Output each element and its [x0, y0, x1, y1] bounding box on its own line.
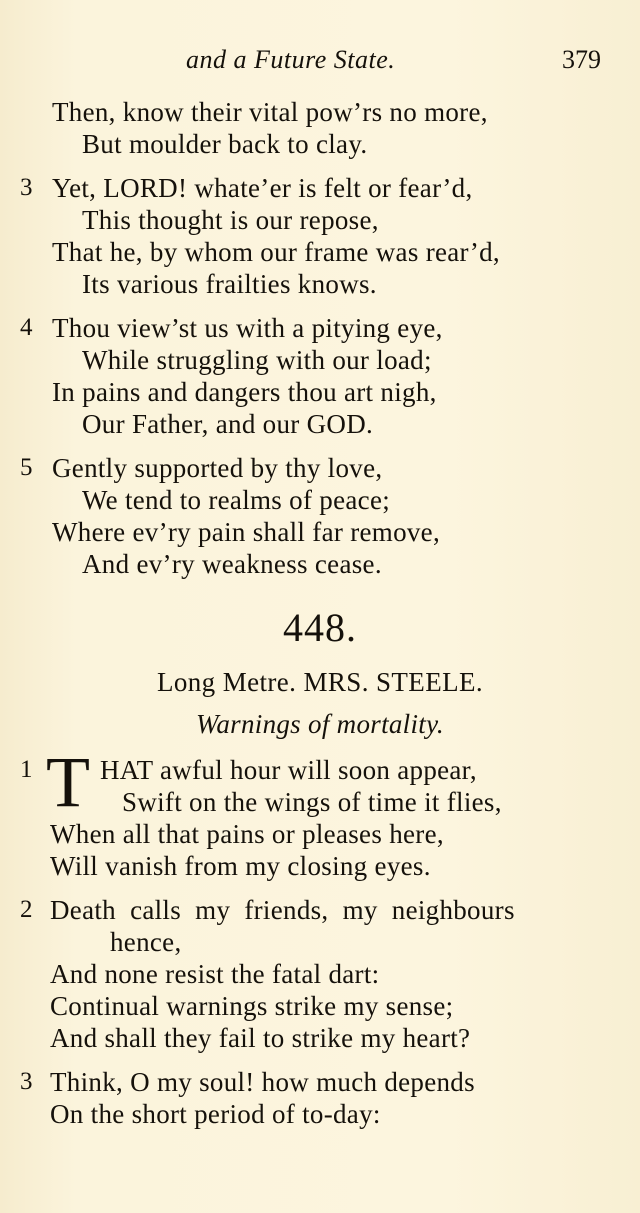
verse-line: hence,: [110, 927, 182, 957]
verse-line: Death calls my friends, my neighbours: [50, 895, 515, 925]
hymn-meter: Long Metre. MRS. STEELE.: [156, 667, 484, 697]
stanza-number: 2: [20, 896, 33, 923]
drop-cap: T: [46, 742, 90, 822]
verse-line: Yet, LORD! whate’er is felt or fear’d,: [52, 173, 473, 203]
verse-line: While struggling with our load;: [82, 345, 432, 375]
verse-line: Where ev’ry pain shall far remove,: [52, 517, 441, 547]
running-title: and a Future State.: [186, 45, 396, 74]
verse-line: That he, by whom our frame was rear’d,: [52, 237, 500, 267]
stanza-number: 1: [20, 756, 33, 783]
hymn-subject: Warnings of mortality.: [196, 709, 444, 739]
verse-line: In pains and dangers thou art nigh,: [52, 377, 437, 407]
verse-line: Continual warnings strike my sense;: [50, 991, 454, 1021]
hymn-number: 448.: [283, 605, 357, 650]
page-number: 379: [562, 45, 601, 74]
verse-line: And none resist the fatal dart:: [50, 959, 380, 989]
verse-line: This thought is our repose,: [82, 205, 379, 235]
verse-line: Thou view’st us with a pitying eye,: [52, 313, 443, 343]
verse-line: HAT awful hour will soon appear,: [100, 755, 477, 785]
verse-line: Swift on the wings of time it flies,: [122, 787, 502, 817]
verse-line: And shall they fail to strike my heart?: [50, 1023, 471, 1053]
verse-line: On the short period of to-day:: [50, 1099, 381, 1129]
stanza-number: 4: [20, 314, 33, 341]
verse-line: Think, O my soul! how much depends: [50, 1067, 475, 1097]
verse-line: Our Father, and our GOD.: [82, 409, 374, 439]
verse-line: When all that pains or pleases here,: [50, 819, 444, 849]
verse-line: And ev’ry weakness cease.: [82, 549, 382, 579]
verse-line: Then, know their vital pow’rs no more,: [52, 97, 488, 127]
verse-line: But moulder back to clay.: [82, 129, 368, 159]
verse-line: Its various frailties knows.: [82, 269, 377, 299]
verse-line: Gently supported by thy love,: [52, 453, 383, 483]
stanza-number: 3: [20, 1068, 33, 1095]
verse-line: Will vanish from my closing eyes.: [50, 851, 431, 881]
verse-line: We tend to realms of peace;: [82, 485, 391, 515]
stanza-number: 5: [20, 454, 33, 481]
stanza-number: 3: [20, 174, 33, 201]
